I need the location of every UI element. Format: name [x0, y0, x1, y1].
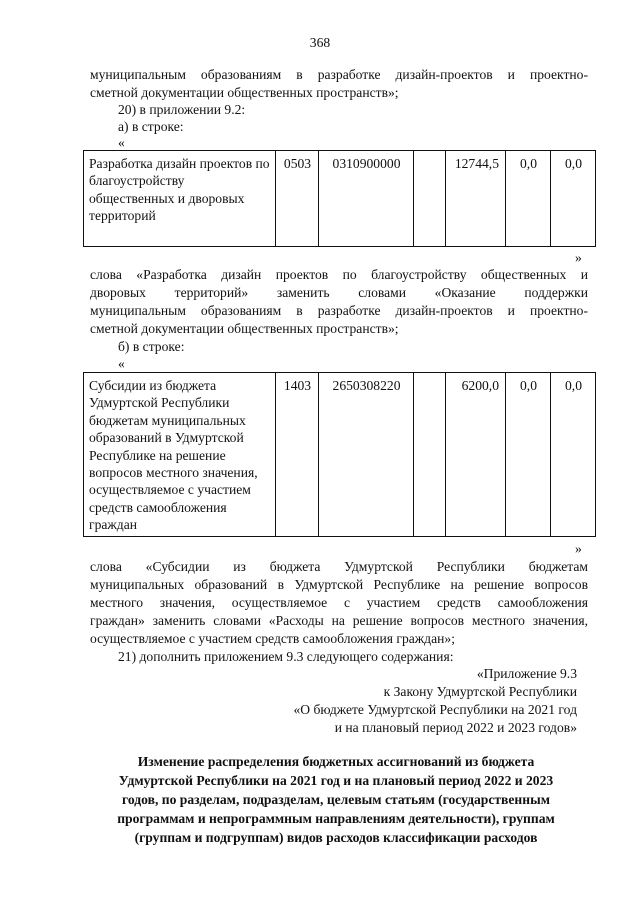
page-number: 368: [309, 35, 331, 50]
row-a-amount: 12744,5: [446, 151, 506, 247]
row-b-amount: 6200,0: [446, 373, 506, 537]
para-b-line-4: граждан» заменить словами «Расходы на решение вопросов местного значения,: [90, 613, 588, 628]
para-a-line-3: муниципальным образованиям в разработке дизайн-проектов и проектно-: [90, 303, 588, 318]
row-b-target: 2650308220: [319, 373, 414, 537]
budget-row-table-a: [83, 150, 596, 247]
row-a-name: Разработка дизайн проектов по благоустройству общественных и дворовых территорий: [84, 151, 276, 247]
appendix-line-1: «Приложение 9.3: [476, 666, 577, 681]
row-b-year2: 0,0: [506, 373, 551, 537]
row-a-year3: 0,0: [551, 151, 596, 247]
document-title-line-4: программам и непрограммным направлениям деятельности), группам: [117, 811, 555, 826]
row-b-name: Субсидии из бюджета Удмуртской Республики бюджетам муниципальных образований в Удмуртской Республике на решение вопросов местного значения, осуществляемое с участием средств самообложения граждан: [84, 373, 276, 537]
appendix-line-3: «О бюджете Удмуртской Республики на 2021 год: [293, 702, 577, 717]
para-a-line-4: сметной документации общественных пространств»;: [90, 321, 399, 336]
row-b-year3: 0,0: [551, 373, 596, 537]
item-21: 21) дополнить приложением 9.3 следующего содержания:: [118, 649, 454, 664]
document-title-line-1: Изменение распределения бюджетных ассигнований из бюджета: [137, 754, 535, 769]
close-quote-a: »: [575, 250, 582, 265]
para-b-line-1: слова «Субсидии из бюджета Удмуртской Республики бюджетам: [90, 559, 588, 574]
row-a-section: 0503: [276, 151, 319, 247]
open-quote-b: «: [118, 356, 125, 371]
para-a-line-2: дворовых территорий» заменить словами «Оказание поддержки: [90, 285, 588, 300]
para-b-line-2: муниципальных образований в Удмуртской Республике на решение вопросов: [90, 577, 588, 592]
row-b-section: 1403: [276, 373, 319, 537]
document-title-line-5: (группам и подгруппам) видов расходов классификации расходов: [134, 830, 538, 845]
document-title-line-3: годов, по разделам, подразделам, целевым статьям (государственным: [122, 792, 550, 807]
budget-row-table-b: [83, 372, 596, 537]
intro-line-2: сметной документации общественных пространств»;: [90, 85, 399, 100]
para-a-line-1: слова «Разработка дизайн проектов по благоустройству общественных и: [90, 267, 588, 282]
sub-b-label: б) в строке:: [118, 339, 185, 354]
row-a-target: 0310900000: [319, 151, 414, 247]
row-a-year2: 0,0: [506, 151, 551, 247]
row-a-type: [414, 151, 446, 247]
open-quote-a: «: [118, 135, 125, 150]
close-quote-b: »: [575, 541, 582, 556]
appendix-line-4: и на плановый период 2022 и 2023 годов»: [334, 720, 577, 735]
row-b-type: [414, 373, 446, 537]
para-b-line-5: осуществляемое с участием средств самообложения граждан»;: [90, 631, 455, 646]
document-title-line-2: Удмуртской Республики на 2021 год и на плановый период 2022 и 2023: [118, 773, 554, 788]
item-20: 20) в приложении 9.2:: [118, 102, 246, 117]
para-b-line-3: местного значения, осуществляемое с участием средств самообложения: [90, 595, 588, 610]
appendix-line-2: к Закону Удмуртской Республики: [383, 684, 577, 699]
intro-line-1: муниципальным образованиям в разработке дизайн-проектов и проектно-: [90, 67, 588, 82]
sub-a-label: а) в строке:: [118, 119, 184, 134]
